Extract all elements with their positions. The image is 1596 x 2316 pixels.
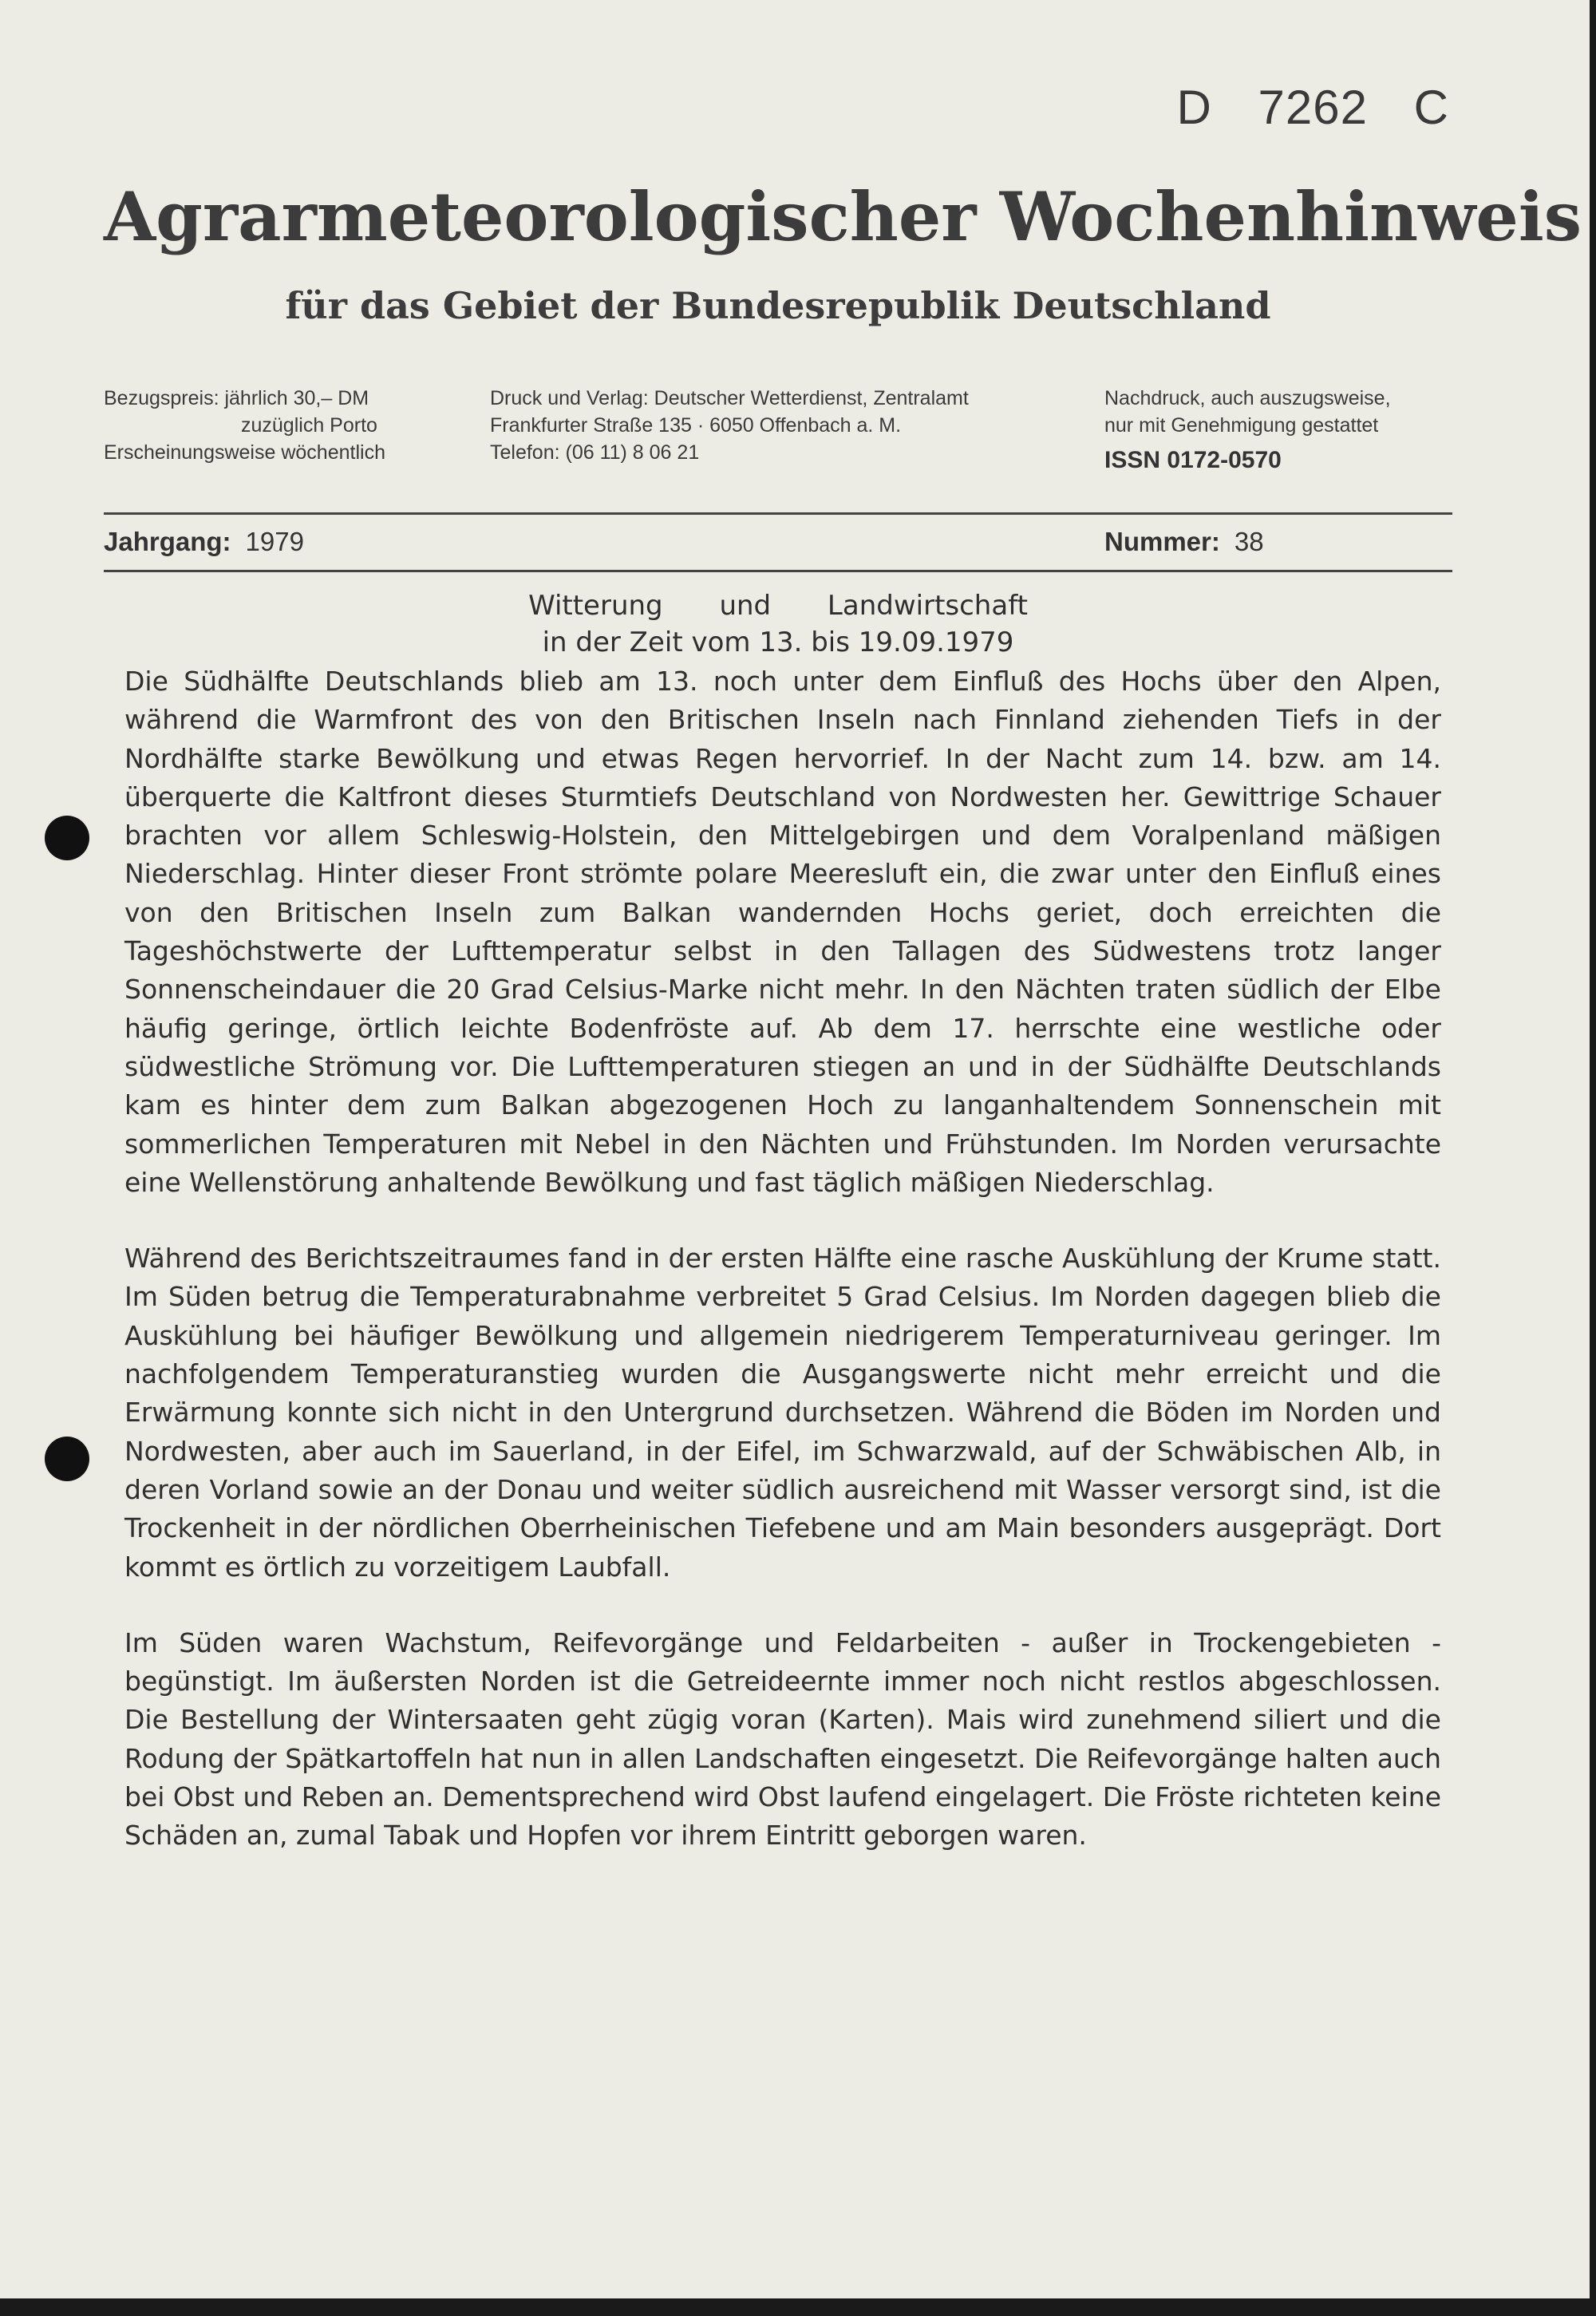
phone-line: Telefon: (06 11) 8 06 21	[490, 441, 700, 464]
paragraph-agriculture: Im Süden waren Wachstum, Reifevorgänge und Feldarbeiten - außer in Trockengebieten - begünstigt. Im äußersten Norden ist die Getreideernte immer noch nicht restlos abgeschlossen. Die Bestellung der Wintersaaten geht zügig voran (Karten). Mais wird zunehmend siliert und die Rodung der Spätkartoffeln hat nun in allen Landschaften eingesetzt. Die Reifevorgänge halten auch bei Obst und Reben an. Dementsprechend wird Obst laufend eingelagert. Die Fröste richteten keine Schäden an, zumal Tabak und Hopfen vor ihrem Eintritt geborgen waren.	[124, 1626, 1441, 1852]
postage-line: zuzüglich Porto	[241, 414, 377, 437]
article-body	[124, 662, 1441, 1893]
volume-label: Jahrgang:	[104, 527, 231, 556]
publisher-info	[490, 385, 969, 466]
reprint-info	[1104, 385, 1391, 474]
price-line: Bezugspreis: jährlich 30,– DM	[104, 387, 369, 409]
volume-info	[104, 527, 304, 557]
page-subtitle: für das Gebiet der Bundesrepublik Deutschland	[285, 284, 1271, 327]
document-code: D 7262 C	[1176, 81, 1449, 134]
paragraph-soil: Während des Berichtszeitraumes fand in der ersten Hälfte eine rasche Auskühlung der Krume statt. Im Süden betrug die Temperaturabnahme verbreitet 5 Grad Celsius. Im Norden dagegen blieb die Auskühlung bei häufiger Bewölkung und allgemein niedrigerem Temperaturniveau geringer. Im nachfolgendem Temperaturanstieg wurden die Ausgangswerte nicht mehr erreicht und die Erwärmung konnte sich nicht in den Untergrund durchsetzen. Während die Böden im Norden und Nordwesten, aber auch im Sauerland, in der Eifel, im Schwarzwald, auf der Schwäbischen Alb, in deren Vorland sowie an der Donau und weiter südlich ausreichend mit Wasser versorgt sind, ist die Trockenheit in der nördlichen Oberrheinischen Tiefebene und am Main besonders ausgeprägt. Dort kommt es örtlich zu vorzeitigem Laubfall.	[124, 1243, 1441, 1583]
address-line: Frankfurter Straße 135 · 6050 Offenbach a. M.	[490, 414, 902, 437]
punch-hole-lower	[45, 1437, 89, 1481]
issue-number-info	[1104, 527, 1264, 557]
number-label: Nummer:	[1104, 527, 1220, 556]
issue-number: 38	[1234, 527, 1264, 556]
reprint-line-1: Nachdruck, auch auszugsweise,	[1104, 387, 1391, 409]
top-rule	[104, 512, 1452, 515]
heading-line-1: Witterung und Landwirtschaft	[528, 590, 1028, 622]
subscription-info	[104, 385, 385, 466]
heading-line-2: in der Zeit vom 13. bis 19.09.1979	[542, 626, 1014, 658]
publisher-line: Druck und Verlag: Deutscher Wetterdienst, Zentralamt	[490, 387, 969, 409]
article-heading	[319, 587, 1237, 661]
punch-hole-upper	[45, 816, 89, 860]
bottom-rule	[104, 570, 1452, 572]
volume-year: 1979	[245, 527, 304, 556]
reprint-line-2: nur mit Genehmigung gestattet	[1104, 414, 1379, 437]
issn-number: ISSN 0172-0570	[1104, 447, 1282, 473]
frequency-line: Erscheinungsweise wöchentlich	[104, 441, 385, 464]
paragraph-weather: Die Südhälfte Deutschlands blieb am 13. noch unter dem Einfluß des Hochs über den Alpen, während die Warmfront des von den Britischen Inseln nach Finnland ziehenden Tiefs in der Nordhälfte starke Bewölkung und etwas Regen hervorrief. In der Nacht zum 14. bzw. am 14. überquerte die Kaltfront dieses Sturmtiefs Deutschland von Nordwesten her. Gewittrige Schauer brachten vor allem Schleswig-Holstein, den Mittelgebirgen und dem Voralpenland mäßigen Niederschlag. Hinter dieser Front strömte polare Meeresluft ein, die zwar unter den Einfluß eines von den Britischen Inseln zum Balkan wandernden Hochs geriet, doch erreichten die Tageshöchstwerte der Lufttemperatur selbst in den Tallagen des Südwestens trotz langer Sonnenscheindauer die 20 Grad Celsius-Marke nicht mehr. In den Nächten traten südlich der Elbe häufig geringe, örtlich leichte Bodenfröste auf. Ab dem 17. herrschte eine westliche oder südwestliche Strömung vor. Die Lufttemperaturen stiegen an und in der Südhälfte Deutschlands kam es hinter dem zum Balkan abgezogenen Hoch zu langanhaltendem Sonnenschein mit sommerlichen Temperaturen mit Nebel in den Nächten und Frühstunden. Im Norden verursachte eine Wellenstörung anhaltende Bewölkung und fast täglich mäßigen Niederschlag.	[124, 666, 1441, 1198]
page-title: Agrarmeteorologischer Wochenhinweis	[104, 177, 1582, 256]
